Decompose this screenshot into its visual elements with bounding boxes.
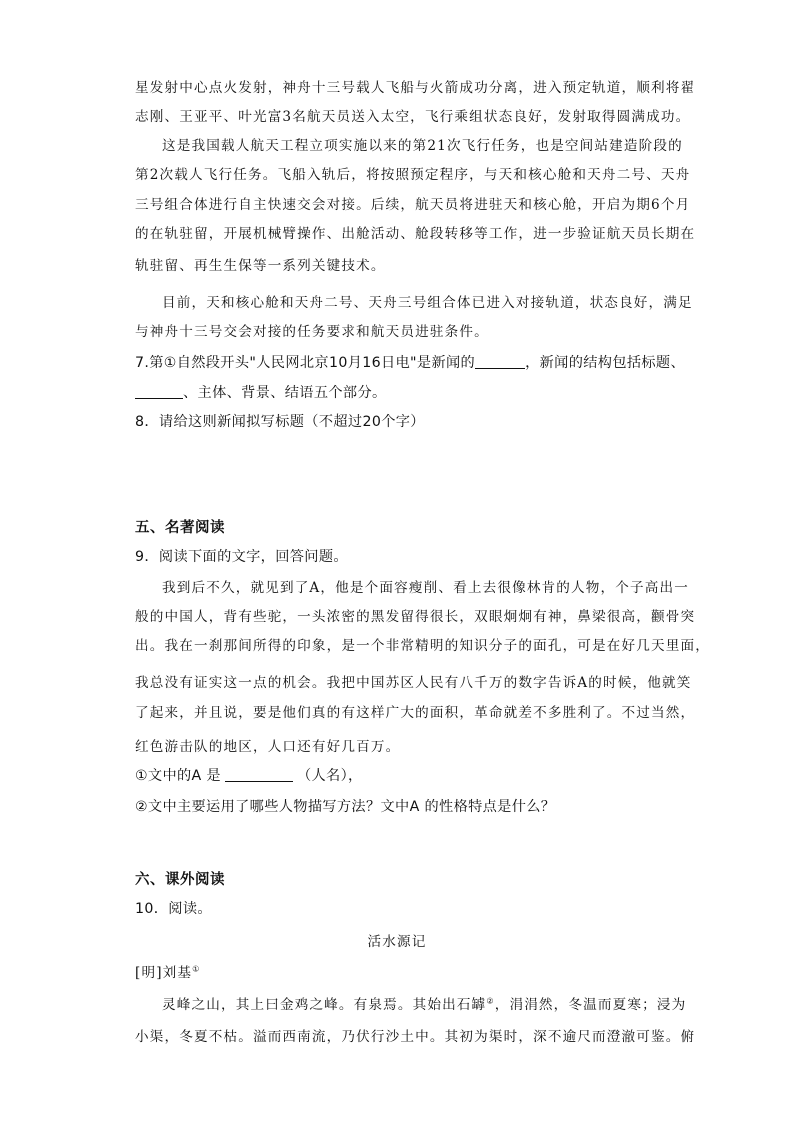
- q7-text-3: 、主体、背景、结语五个部分。: [183, 385, 387, 401]
- news-line-4: 第2次载人飞行任务。飞船入轨后，将按照预定程序，与天和核心舱和天舟二号、天舟: [135, 167, 691, 183]
- sub-question-2-text: 文中主要运用了哪些人物描写方法？文中A 的性格特点是什么？: [147, 799, 556, 815]
- question-9-sub-2: [135, 796, 555, 816]
- poem-title: 活水源记: [367, 934, 427, 950]
- question-10-intro: 10．阅读。: [135, 901, 212, 917]
- sub-question-2-circle: ②: [135, 799, 148, 815]
- footnote-marker-1: ①: [192, 964, 201, 974]
- excerpt-line-3: 出。我在一刹那间所得的印象，是一个非常精明的知识分子的面孔，可是在好几天里面，: [135, 638, 711, 654]
- author-line: [135, 961, 200, 981]
- excerpt-line-5: 了起来，并且说，要是他们真的有这样广大的面积，革命就差不多胜利了。不过当然，: [135, 705, 696, 721]
- question-7-line-2: [135, 382, 387, 402]
- news-line-3: 这是我国载人航天工程立项实施以来的第21次飞行任务，也是空间站建造阶段的: [162, 138, 683, 154]
- classical-line-1-b: ，涓涓然，冬温而夏寒；浸为: [494, 997, 687, 1013]
- paragraph-number-circle: ①: [163, 355, 177, 371]
- excerpt-line-6: 红色游击队的地区，人口还有好几百万。: [135, 739, 401, 755]
- section-5-heading: 五、名著阅读: [135, 520, 225, 536]
- question-9-sub-1: [135, 765, 363, 785]
- classical-line-1: [162, 993, 686, 1013]
- question-8: 8．请给这则新闻拟写标题（不超过20个字）: [135, 414, 425, 430]
- section-6-heading: 六、课外阅读: [135, 872, 225, 888]
- sub-question-1-circle: ①: [135, 768, 148, 784]
- question-7-line-1: [135, 352, 685, 372]
- q7-text-2: ，新闻的结构包括标题、: [525, 355, 686, 371]
- news-line-5: 三号组合体进行自主快速交会对接。后续，航天员将进驻天和核心舱，开启为期6个月: [135, 197, 691, 213]
- excerpt-line-1: 我到后不久，就见到了A，他是个面容瘦削、看上去很像林肯的人物，个子高出一: [162, 580, 689, 596]
- classical-line-2: 小渠，冬夏不枯。溢而西南流，乃伏行沙土中。其初为渠时，深不逾尺而澄澈可鉴。俯: [135, 1029, 696, 1045]
- author-name: [明]刘基: [135, 965, 193, 981]
- excerpt-line-2: 般的中国人，背有些驼，一头浓密的黑发留得很长，双眼炯炯有神，鼻梁很高，颧骨突: [135, 609, 696, 625]
- q7-prefix: 7.第: [135, 355, 164, 371]
- answer-blank-name[interactable]: [225, 767, 293, 782]
- q7-text: 自然段开头"人民网北京10月16日电"是新闻的: [176, 355, 476, 371]
- answer-blank-2[interactable]: [135, 384, 183, 399]
- answer-blank-1[interactable]: [475, 354, 525, 369]
- classical-line-1-a: 灵峰之山，其上曰金鸡之峰。有泉焉。其始出石罅: [162, 997, 487, 1013]
- news-line-7: 轨驻留、再生生保等一系列关键技术。: [135, 258, 386, 274]
- news-line-2: 志刚、王亚平、叶光富3名航天员送入太空，飞行乘组状态良好，发射取得圆满成功。: [135, 109, 691, 125]
- news-line-8: 目前，天和核心舱和天舟二号、天舟三号组合体已进入对接轨道，状态良好，满足: [162, 295, 693, 311]
- sub-question-1-text: 文中的A 是: [147, 768, 221, 784]
- news-line-9: 与神舟十三号交会对接的任务要求和航天员进驻条件。: [135, 324, 489, 340]
- news-line-1: 星发射中心点火发射，神舟十三号载人飞船与火箭成功分离，进入预定轨道，顺利将翟: [135, 80, 696, 96]
- footnote-marker-2: ②: [486, 996, 495, 1006]
- sub-question-1-suffix: （人名），: [296, 768, 363, 784]
- news-line-6: 的在轨驻留，开展机械臂操作、出舱活动、舱段转移等工作，进一步验证航天员长期在: [135, 226, 696, 242]
- excerpt-line-4: 我总没有证实这一点的机会。我把中国苏区人民有八千万的数字告诉A的时候，他就笑: [135, 675, 692, 691]
- question-9-intro: 9．阅读下面的文字，回答问题。: [135, 549, 348, 565]
